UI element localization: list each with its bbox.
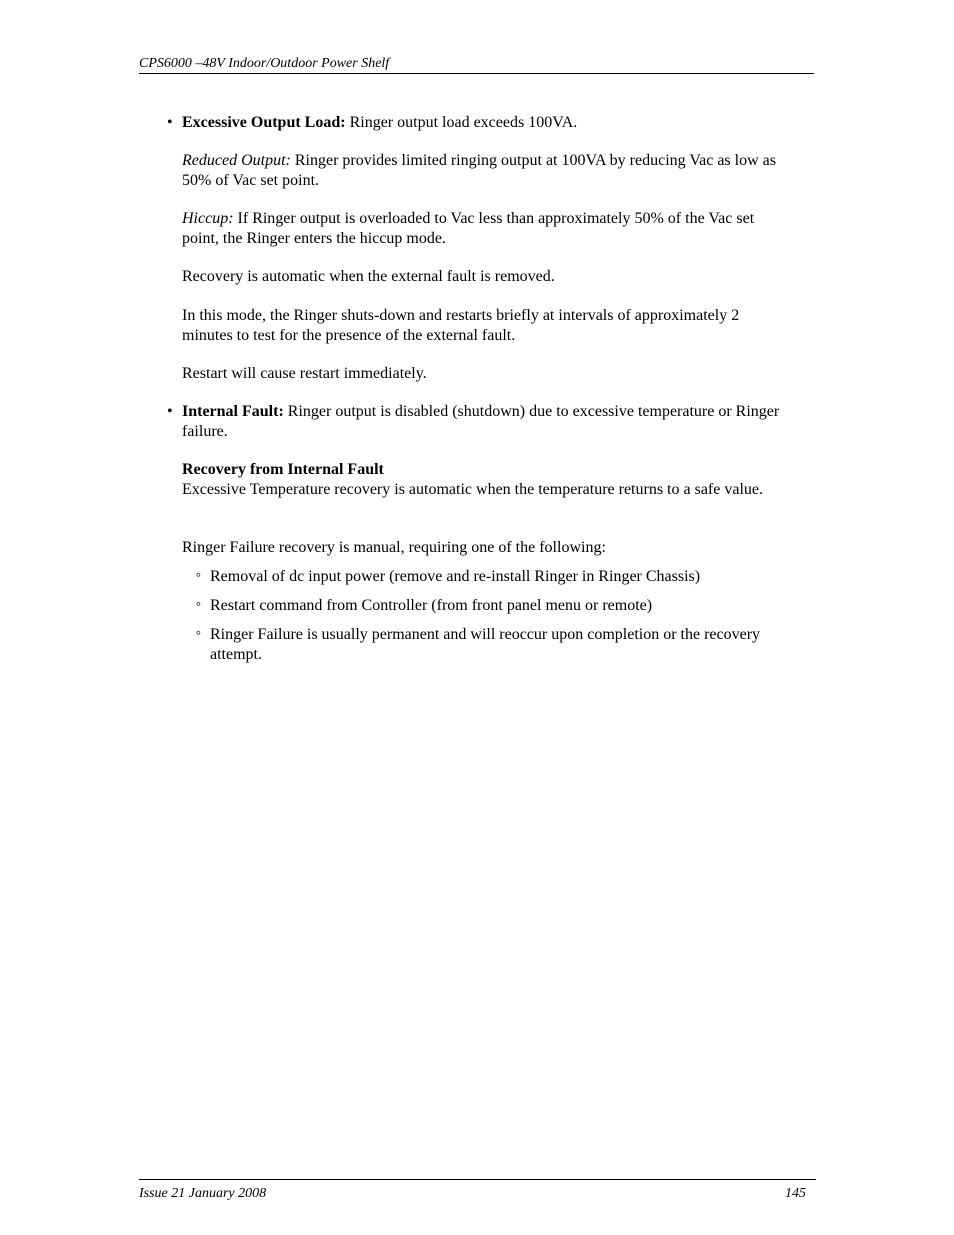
sub-item: Ringer Failure is usually permanent and will reoccur upon completion or the recovery attempt. [210,626,761,663]
bullet-excessive-output-load [182,113,787,133]
hiccup-text: If Ringer output is overloaded to Vac less than approximately 50% of the Vac set point, the Ringer enters the hiccup mode. [182,210,755,247]
sub-bullet-marker: ° [196,570,201,584]
restart-paragraph: Restart will cause restart immediately. [182,365,427,382]
sub-bullet-marker: ° [196,599,201,613]
hiccup-label: Hiccup: [182,210,234,227]
bullet-marker: • [167,403,173,420]
sub-item: Restart command from Controller (from front panel menu or remote) [210,597,653,614]
page-number: 145 [785,1186,806,1201]
hiccup-mode-paragraph: In this mode, the Ringer shuts-down and restarts briefly at intervals of approximately 2 minutes to test for the presence of the external fault. [182,307,740,344]
running-header [139,56,814,74]
header-title: CPS6000 –48V Indoor/Outdoor Power Shelf [139,56,390,71]
bullet-label: Internal Fault: [182,403,284,420]
recovery-heading-text: Recovery from Internal Fault [182,461,384,478]
bullet-internal-fault [182,402,787,442]
sub-bullet-marker: ° [196,628,201,642]
failure-recovery-paragraph: Ringer Failure recovery is manual, requiring one of the following: [182,539,606,556]
hiccup-paragraph [182,209,787,249]
bullet-label: Excessive Output Load: [182,114,346,131]
footer-issue: Issue 21 January 2008 [139,1186,267,1201]
bullet-text: Ringer output load exceeds 100VA. [345,114,578,131]
reduced-output-text: Ringer provides limited ringing output at 100VA by reducing Vac as low as 50% of Vac set point. [182,152,776,189]
temperature-recovery-paragraph: Excessive Temperature recovery is automatic when the temperature returns to a safe value. [182,481,763,498]
bullet-marker: • [167,114,173,131]
recovery-heading [182,460,787,480]
recovery-automatic-paragraph: Recovery is automatic when the external fault is removed. [182,268,555,285]
reduced-output-paragraph [182,151,787,191]
running-footer [139,1179,816,1201]
reduced-output-label: Reduced Output: [182,152,291,169]
sub-item: Removal of dc input power (remove and re-install Ringer in Ringer Chassis) [210,568,701,585]
bullet-text: Ringer output is disabled (shutdown) due to excessive temperature or Ringer failure. [182,403,780,440]
